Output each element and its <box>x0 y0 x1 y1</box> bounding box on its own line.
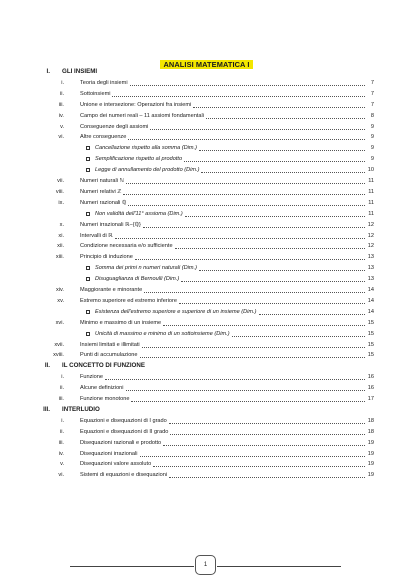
square-bullet-icon <box>86 212 90 216</box>
toc-page-number: 14 <box>367 297 374 304</box>
toc-item-title: Funzione <box>80 374 104 381</box>
toc-subitem[interactable] <box>0 330 413 338</box>
toc-page-number: 16 <box>367 385 374 392</box>
toc-leader-dots <box>185 216 365 217</box>
toc-item[interactable] <box>0 253 413 261</box>
toc-item-title: Disequazioni irrazionali <box>80 450 138 457</box>
square-bullet-icon <box>86 157 90 161</box>
toc-page-number: 15 <box>367 319 374 326</box>
toc-item[interactable] <box>0 384 413 392</box>
toc-page-number: 10 <box>367 167 374 174</box>
toc-leader-dots <box>163 445 365 446</box>
toc-item[interactable] <box>0 417 413 425</box>
toc-item-title: Condizione necessaria e/o sufficiente <box>80 243 173 250</box>
toc-item-number: v. <box>60 123 64 130</box>
toc-page-number: 12 <box>367 243 374 250</box>
toc-item-title: Numeri irrazionali ℝ−{ℚ} <box>80 221 141 228</box>
toc-item-number: i. <box>61 79 64 86</box>
toc-leader-dots <box>144 292 365 293</box>
toc-item[interactable] <box>0 297 413 305</box>
toc-leader-dots <box>175 248 365 249</box>
toc-page-number: 7 <box>370 101 374 108</box>
toc-section[interactable] <box>0 68 413 76</box>
toc-item-number: xv. <box>57 297 64 304</box>
toc-leader-dots <box>184 161 365 162</box>
toc-item-title: Numeri razionali ℚ <box>80 199 127 206</box>
toc-leader-dots <box>128 139 365 140</box>
square-bullet-icon <box>86 266 90 270</box>
toc-item-title: Punti di accumulazione <box>80 352 138 359</box>
toc-item-number: iii. <box>58 101 64 108</box>
toc-section-title: IL CONCETTO DI FUNZIONE <box>62 362 145 370</box>
toc-item-number: v. <box>60 461 64 468</box>
toc-page-number: 19 <box>367 461 374 468</box>
toc-leader-dots <box>169 423 365 424</box>
toc-item-title: Maggiorante e minorante <box>80 287 143 293</box>
toc-subitem[interactable] <box>0 166 413 174</box>
toc-page-number: 15 <box>367 352 374 359</box>
toc-item-title: Equazioni e disequazioni di I grado <box>80 417 167 424</box>
toc-item-number: vi. <box>58 472 64 479</box>
toc-leader-dots <box>143 227 365 228</box>
toc-item[interactable] <box>0 112 413 120</box>
square-bullet-icon <box>86 168 90 172</box>
toc-leader-dots <box>123 194 365 195</box>
toc-item-number: xiii. <box>55 254 64 261</box>
toc-item-number: i. <box>61 417 64 424</box>
toc-leader-dots <box>142 347 365 348</box>
toc-item-number: x. <box>59 221 64 228</box>
toc-item-number: viii. <box>55 188 64 195</box>
toc-item-number: xvii. <box>54 341 64 348</box>
toc-item[interactable] <box>0 188 413 196</box>
toc-leader-dots <box>135 259 365 260</box>
toc-item[interactable] <box>0 133 413 141</box>
toc-subitem-title: Semplificazione rispetto al prodotto <box>95 156 183 163</box>
toc-page-number: 19 <box>367 450 374 457</box>
toc-leader-dots <box>169 477 365 478</box>
toc-item[interactable] <box>0 123 413 131</box>
toc-subitem[interactable] <box>0 308 413 316</box>
toc-page-number: 13 <box>367 254 374 261</box>
toc-item-title: Unione e intersezione: Operazioni fra insiemi <box>80 101 192 108</box>
toc-section-number: I. <box>46 68 50 75</box>
toc-item-title: Sottoinsiemi <box>80 90 111 97</box>
toc-page-number: 11 <box>368 199 374 206</box>
toc-leader-dots <box>206 118 365 119</box>
toc-subitem-title: Legge di annullamento del prodotto (Dim.) <box>95 167 200 174</box>
toc-subitem-title: Non validità dell'11° assioma (Dim.) <box>95 210 183 217</box>
toc-item[interactable] <box>0 221 413 229</box>
toc-item-title: Disequazioni razionali e prodotto <box>80 439 162 446</box>
square-bullet-icon <box>86 310 90 314</box>
toc-item-title: Altre conseguenze <box>80 134 127 141</box>
toc-page-number: 19 <box>367 472 374 479</box>
toc-item-number: vii. <box>57 178 64 184</box>
page-number-badge: 1 <box>195 555 216 575</box>
toc-item[interactable] <box>0 101 413 109</box>
toc-leader-dots <box>112 96 365 97</box>
footer-rule-left <box>70 566 194 567</box>
toc-leader-dots <box>105 379 365 380</box>
toc-section-title: GLI INSIEMI <box>62 68 98 75</box>
toc-item[interactable] <box>0 395 413 403</box>
toc-page-number: 12 <box>367 232 374 239</box>
toc-page-number: 9 <box>370 123 374 130</box>
toc-item-title: Insiemi limitati e illimitati <box>80 341 140 348</box>
toc-leader-dots <box>163 325 365 326</box>
toc-section-number: III. <box>43 405 50 413</box>
toc-leader-dots <box>181 281 365 282</box>
toc-leader-dots <box>126 183 365 184</box>
toc-section-title: INTERLUDIO <box>62 405 100 413</box>
toc-subitem[interactable] <box>0 155 413 163</box>
footer-rule-right <box>217 566 341 567</box>
toc-item-number: xiv. <box>56 287 64 293</box>
toc-leader-dots <box>130 85 365 86</box>
toc-item[interactable] <box>0 90 413 98</box>
toc-leader-dots <box>199 150 365 151</box>
toc-leader-dots <box>150 129 365 130</box>
toc-item-title: Estremo superiore ed estremo inferiore <box>80 297 178 304</box>
document-title: ANALISI MATEMATICA I <box>160 60 252 69</box>
toc-item-title: Equazioni e disequazioni di II grado <box>80 428 169 435</box>
toc-page-number: 11 <box>368 210 374 217</box>
toc-item-number: iv. <box>58 450 64 457</box>
toc-item[interactable] <box>0 439 413 447</box>
toc-page-number: 7 <box>370 79 374 86</box>
toc-page-number: 18 <box>367 428 374 435</box>
toc-leader-dots <box>199 270 365 271</box>
toc-subitem-title: Esistenza dell'estremo superiore e superiore di un insieme (Dim.) <box>95 308 257 315</box>
toc-item-number: i. <box>61 374 64 381</box>
toc-item-number: ii. <box>59 385 64 392</box>
toc-subitem[interactable] <box>0 264 413 272</box>
toc-item-number: xvi. <box>55 319 64 326</box>
toc-item-title: Intervalli di ℝ <box>80 232 113 239</box>
toc-item-number: xviii. <box>53 352 64 359</box>
toc-section[interactable] <box>0 406 413 414</box>
toc-page-number: 14 <box>367 287 374 293</box>
toc-subitem-title: Unicità di massimo e minimo di un sottoinsieme (Dim.) <box>95 330 230 337</box>
toc-item-title: Sistemi di equazioni e disequazioni <box>80 472 168 479</box>
toc-item[interactable] <box>0 199 413 207</box>
toc-item[interactable] <box>0 341 413 349</box>
toc-item-title: Teoria degli insiemi <box>80 79 128 86</box>
toc-page-number: 7 <box>370 90 374 97</box>
toc-item[interactable] <box>0 450 413 458</box>
toc-item[interactable] <box>0 319 413 327</box>
toc-page-number: 12 <box>367 221 374 228</box>
toc-subitem[interactable] <box>0 144 413 152</box>
toc-item-title: Minimo e massimo di un insieme <box>80 319 162 326</box>
toc-leader-dots <box>170 434 365 435</box>
toc-page-number: 18 <box>367 417 374 424</box>
toc-item[interactable] <box>0 242 413 250</box>
toc-item-number: iv. <box>58 112 64 119</box>
toc-page-number: 8 <box>370 112 374 119</box>
toc-section-number: II. <box>44 362 50 370</box>
toc-page-number: 9 <box>370 156 374 163</box>
toc-page-number: 15 <box>367 341 374 348</box>
toc-page-number: 14 <box>367 308 374 315</box>
toc-leader-dots <box>201 172 365 173</box>
toc-item-title: Campo dei numeri reali – 11 assiomi fondamentali <box>80 112 204 119</box>
toc-subitem-title: Disuguaglianza di Bernoulli (Dim.) <box>95 276 180 283</box>
toc-item-title: Conseguenze degli assiomi <box>80 123 149 130</box>
toc-item-number: ix. <box>58 199 64 206</box>
square-bullet-icon <box>86 146 90 150</box>
toc-item-title: Funzione monotone <box>80 396 130 402</box>
toc-item-number: iii. <box>58 439 64 446</box>
toc-item-number: ii. <box>59 90 64 97</box>
toc-item-number: ii. <box>59 428 64 435</box>
toc-leader-dots <box>115 238 365 239</box>
toc-page-number: 16 <box>367 374 374 381</box>
toc-item-number: xi. <box>58 232 64 239</box>
toc-item-number: iii. <box>58 396 64 402</box>
toc-item[interactable] <box>0 177 413 185</box>
toc-leader-dots <box>140 456 365 457</box>
toc-leader-dots <box>179 303 365 304</box>
toc-subitem[interactable] <box>0 275 413 283</box>
toc-item-title: Disequazioni valore assoluto <box>80 461 152 468</box>
square-bullet-icon <box>86 277 90 281</box>
toc-item-title: Numeri naturali ℕ <box>80 178 124 184</box>
toc-item[interactable] <box>0 471 413 479</box>
toc-leader-dots <box>131 401 365 402</box>
toc-item[interactable] <box>0 232 413 240</box>
toc-page-number: 13 <box>367 276 374 283</box>
toc-item[interactable] <box>0 373 413 381</box>
toc-page-number: 13 <box>367 265 374 272</box>
toc-subitem-title: Cancellazione rispetto alla somma (Dim.) <box>95 145 197 152</box>
toc-page-number: 17 <box>367 396 374 402</box>
toc-leader-dots <box>153 466 365 467</box>
toc-leader-dots <box>126 390 365 391</box>
square-bullet-icon <box>86 332 90 336</box>
toc-subitem-title: Somma dei primi n numeri naturali (Dim.) <box>95 265 197 272</box>
toc-page-number: 11 <box>368 178 374 184</box>
toc-page-number: 19 <box>367 439 374 446</box>
toc-item-title: Principio di induzione <box>80 254 133 261</box>
toc-page-number: 15 <box>367 330 374 337</box>
toc-leader-dots <box>128 205 365 206</box>
toc-subitem[interactable] <box>0 210 413 218</box>
toc-item-number: xii. <box>57 243 64 250</box>
toc-item[interactable] <box>0 286 413 294</box>
toc-item-title: Numeri relativi ℤ <box>80 188 122 195</box>
toc-leader-dots <box>193 107 365 108</box>
toc-page-number: 11 <box>368 188 374 195</box>
toc-page-number: 9 <box>370 134 374 141</box>
toc-item[interactable] <box>0 351 413 359</box>
toc-item[interactable] <box>0 428 413 436</box>
toc-item[interactable] <box>0 79 413 87</box>
toc-leader-dots <box>140 357 365 358</box>
toc-item[interactable] <box>0 460 413 468</box>
toc-leader-dots <box>232 336 365 337</box>
toc-item-title: Alcune definizioni <box>80 385 124 392</box>
toc-item-number: vi. <box>58 134 64 141</box>
toc-page-number: 9 <box>370 145 374 152</box>
toc-leader-dots <box>259 314 366 315</box>
toc-section[interactable] <box>0 362 413 370</box>
